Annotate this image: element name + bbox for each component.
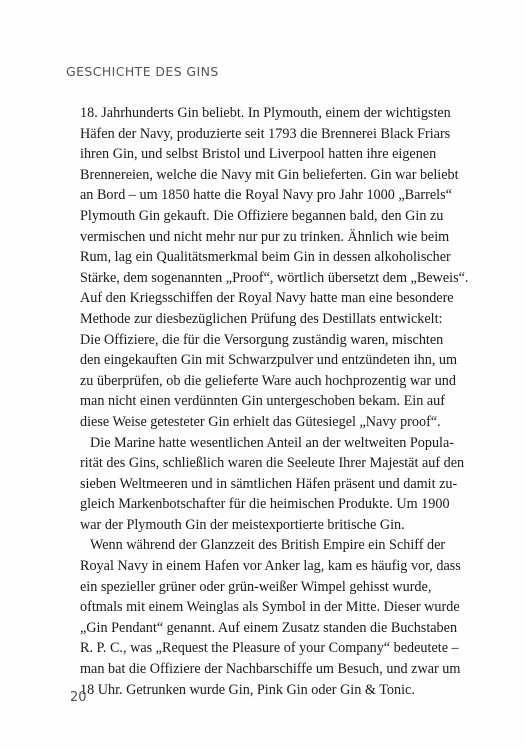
text-line: diese Weise getesteter Gin erhielt das Gütesiegel „Navy proof“.	[80, 413, 441, 430]
text-line: R. P. C., was „Request the Pleasure of your Company“ bedeutete –	[80, 640, 459, 657]
text-line: Plymouth Gin gekauft. Die Offiziere begannen bald, den Gin zu	[80, 207, 444, 224]
text-line: Stärke, dem sogenannten „Proof“, wörtlich übersetzt dem „Beweis“.	[80, 269, 469, 286]
text-line: sieben Weltmeeren und in sämtlichen Häfen präsent und damit zu-	[80, 475, 458, 492]
text-line: Häfen der Navy, produzierte seit 1793 die Brennerei Black Friars	[80, 125, 451, 142]
text-line: gleich Markenbotschafter für die heimischen Produkte. Um 1900	[80, 496, 450, 513]
text-line: man bat die Offiziere der Nachbarschiffe um Besuch, und zwar um	[80, 661, 461, 678]
text-line: Rum, lag ein Qualitätsmerkmal beim Gin in dessen alkoholischer	[80, 249, 451, 266]
text-line: Brennereien, welche die Navy mit Gin belieferten. Gin war beliebt	[80, 166, 459, 183]
running-header: GESCHICHTE DES GINS	[66, 64, 219, 79]
text-line: 18 Uhr. Getrunken wurde Gin, Pink Gin oder Gin & Tonic.	[80, 681, 415, 698]
text-line: man nicht einen verdünnten Gin untergeschoben bekam. Ein auf	[80, 393, 445, 410]
text-line: an Bord – um 1850 hatte die Royal Navy pro Jahr 1000 „Barrels“	[80, 187, 452, 204]
text-line: oftmals mit einem Weinglas als Symbol in der Mitte. Dieser wurde	[80, 599, 460, 616]
body-text	[80, 103, 470, 700]
text-line: ihren Gin, und selbst Bristol und Liverpool hatten ihre eigenen	[80, 146, 437, 163]
paragraph-first-line: Wenn während der Glanzzeit des British Empire ein Schiff der	[90, 537, 446, 554]
text-line: war der Plymouth Gin der meistexportierte britische Gin.	[80, 516, 405, 533]
text-line: vermischen und nicht mehr nur pur zu trinken. Ähnlich wie beim	[80, 228, 450, 245]
page-number: 20	[70, 690, 87, 705]
paragraph-first-line: Die Marine hatte wesentlichen Anteil an der weltweiten Popula-	[90, 434, 455, 451]
text-line: Die Offiziere, die für die Versorgung zuständig waren, mischten	[80, 331, 444, 348]
text-line: Methode zur diesbezüglichen Prüfung des Destillats entwickelt:	[80, 310, 443, 327]
text-line: Royal Navy in einem Hafen vor Anker lag, kam es häufig vor, dass	[80, 558, 461, 575]
text-line: rität des Gins, schließlich waren die Seeleute Ihrer Majestät auf den	[80, 455, 465, 472]
text-line: den eingekauften Gin mit Schwarzpulver und entzündeten ihn, um	[80, 352, 458, 369]
text-line: zu überprüfen, ob die gelieferte Ware auch hochprozentig war und	[80, 372, 456, 389]
text-line: Auf den Kriegsschiffen der Royal Navy hatte man eine besondere	[80, 290, 454, 307]
text-line: ein spezieller grüner oder grün-weißer Wimpel gehisst wurde,	[80, 578, 432, 595]
text-line: 18. Jahrhunderts Gin beliebt. In Plymouth, einem der wichtigsten	[80, 105, 451, 121]
text-line: „Gin Pendant“ genannt. Auf einem Zusatz standen die Buchstaben	[80, 619, 458, 636]
